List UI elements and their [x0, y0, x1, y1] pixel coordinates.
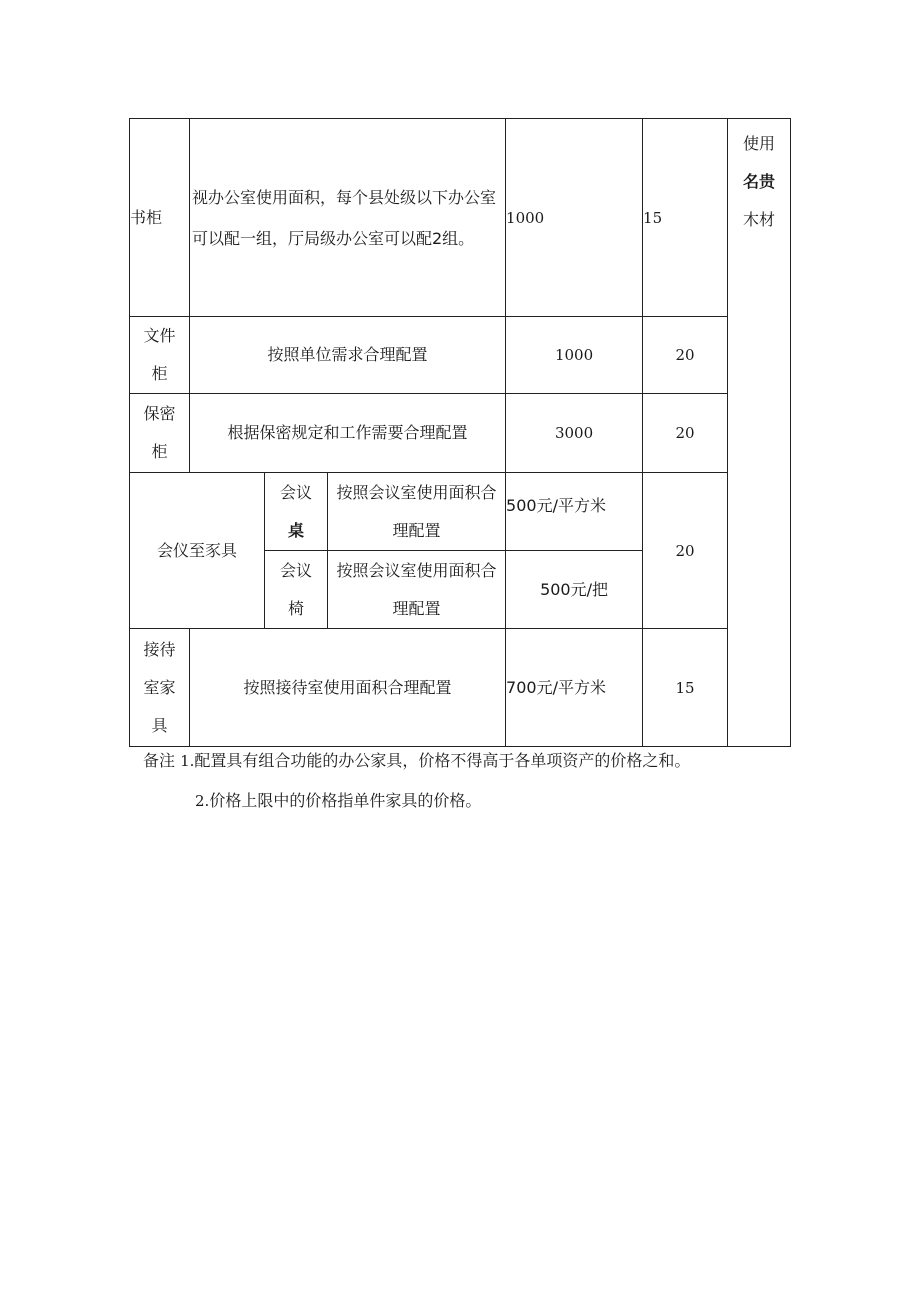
reception-standard: 按照接待室使用面积合理配置 — [190, 629, 506, 747]
reception-price: 700元/平方米 — [506, 629, 643, 747]
meeting-chair-name — [265, 551, 328, 629]
meeting-table-price: 500元/平方米 — [506, 473, 643, 551]
meeting-table-standard — [328, 473, 506, 551]
bookcase-years: 15 — [643, 119, 728, 317]
safe-cabinet-standard: 根据保密规定和工作需要合理配置 — [190, 394, 506, 473]
remark-line-2: 名贵 — [743, 172, 776, 191]
safe-cabinet-price: 3000 — [506, 394, 643, 473]
note-2-text: 价格上限中的价格指单件家具的价格。 — [209, 791, 482, 810]
file-cabinet-name — [130, 317, 190, 394]
table-row-bookcase — [130, 119, 791, 317]
table-row-file-cabinet — [130, 317, 791, 394]
remark-line-3: 木材 — [743, 210, 776, 229]
note-2-number: 2. — [195, 792, 210, 810]
reception-name-line-3: 具 — [151, 715, 168, 735]
note-label: 备注 — [143, 751, 176, 770]
meeting-table-name — [265, 473, 328, 551]
file-cabinet-standard: 按照单位需求合理配置 — [190, 317, 506, 394]
meeting-table-standard-line-2: 理配置 — [392, 520, 441, 540]
meeting-chair-standard-line-1: 按照会议室使用面积合 — [336, 560, 497, 580]
table-row-meeting-table — [130, 473, 791, 551]
note-1 — [143, 749, 690, 773]
remark-line-1: 使用 — [743, 134, 776, 153]
bookcase-name: 书柜 — [130, 119, 190, 317]
file-cabinet-name-line-2: 柜 — [151, 364, 168, 383]
bookcase-standard-text: 视办公室使用面积，每个县处级以下办公室可以配一组，厅局级办公室可以配2组。 — [192, 187, 497, 248]
safe-cabinet-name-line-2: 柜 — [151, 442, 168, 461]
note-1-number: 1. — [180, 752, 195, 770]
note-2 — [195, 789, 481, 813]
table-row-safe-cabinet — [130, 394, 791, 473]
bookcase-price: 1000 — [506, 119, 643, 317]
remark-cell — [728, 119, 791, 747]
meeting-chair-name-line-1: 会议 — [279, 560, 312, 580]
meeting-years: 20 — [643, 473, 728, 629]
meeting-chair-standard-line-2: 理配置 — [392, 598, 441, 618]
meeting-table-name-line-1: 会议 — [279, 482, 312, 502]
file-cabinet-price: 1000 — [506, 317, 643, 394]
meeting-chair-price: 500元/把 — [506, 551, 643, 629]
safe-cabinet-name — [130, 394, 190, 473]
meeting-group-name: 会仪至豕具 — [130, 473, 265, 629]
reception-name-line-1: 接待 — [143, 639, 176, 659]
meeting-table-standard-line-1: 按照会议室使用面积合 — [336, 482, 497, 502]
reception-name-line-2: 室家 — [143, 677, 176, 697]
meeting-table-name-line-2: 桌 — [287, 520, 304, 540]
file-cabinet-name-line-1: 文件 — [143, 326, 176, 345]
meeting-chair-standard — [328, 551, 506, 629]
meeting-chair-name-line-2: 椅 — [287, 598, 304, 618]
safe-cabinet-name-line-1: 保密 — [143, 404, 176, 423]
reception-years: 15 — [643, 629, 728, 747]
safe-cabinet-years: 20 — [643, 394, 728, 473]
furniture-standard-table — [129, 118, 791, 747]
note-1-text: 配置具有组合功能的办公家具，价格不得高于各单项资产的价格之和。 — [194, 751, 691, 770]
bookcase-standard — [190, 119, 506, 317]
table-row-reception — [130, 629, 791, 747]
file-cabinet-years: 20 — [643, 317, 728, 394]
reception-name — [130, 629, 190, 747]
